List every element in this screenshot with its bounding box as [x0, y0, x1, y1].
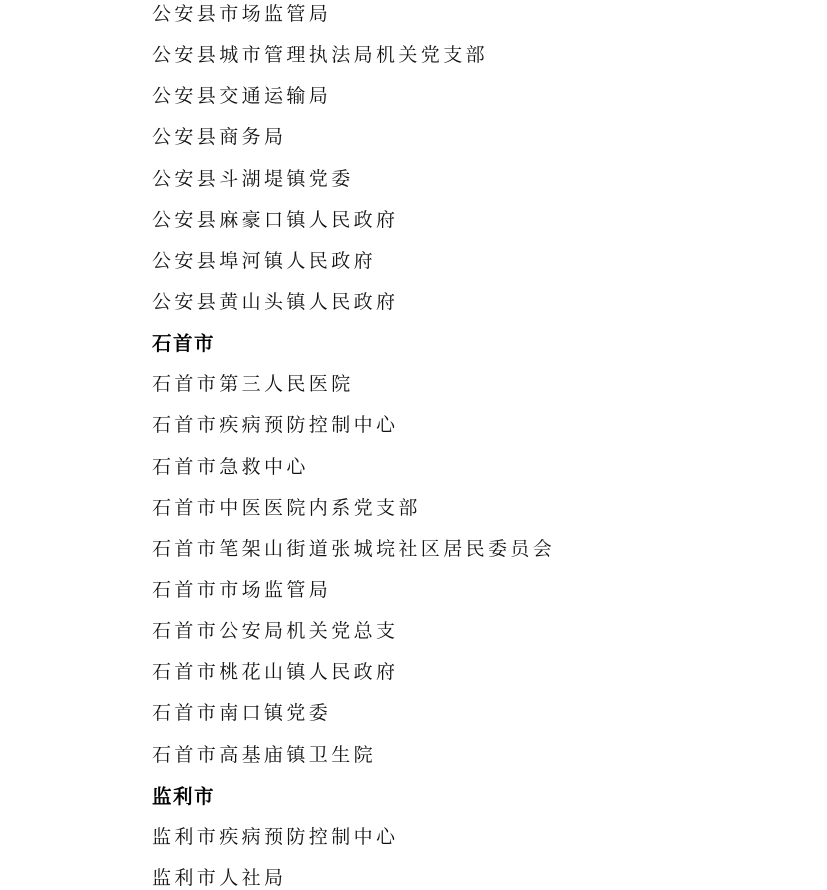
section-heading-shishou: 石首市: [152, 332, 216, 356]
list-item: 石首市桃花山镇人民政府: [152, 661, 399, 684]
list-item: 石首市南口镇党委: [152, 702, 332, 725]
list-item: 石首市公安局机关党总支: [152, 620, 399, 643]
list-item: 石首市疾病预防控制中心: [152, 414, 399, 437]
list-item: 石首市第三人民医院: [152, 373, 354, 396]
list-item: 石首市笔架山街道张城垸社区居民委员会: [152, 537, 556, 560]
list-item: 石首市市场监管局: [152, 578, 332, 601]
list-item: 监利市疾病预防控制中心: [152, 825, 399, 848]
section-heading-jianli: 监利市: [152, 784, 216, 808]
list-item: 公安县市场监管局: [152, 3, 332, 25]
list-item: 公安县斗湖堤镇党委: [152, 167, 354, 190]
organization-list: [152, 0, 555, 890]
list-item: 公安县交通运输局: [152, 85, 332, 108]
list-item: 公安县埠河镇人民政府: [152, 249, 377, 272]
list-item: 石首市中医医院内系党支部: [152, 496, 421, 519]
list-item: 公安县商务局: [152, 126, 287, 149]
list-item: 公安县麻豪口镇人民政府: [152, 208, 399, 231]
list-item: 石首市高基庙镇卫生院: [152, 743, 377, 766]
list-item: 公安县城市管理执法局机关党支部: [152, 44, 489, 67]
list-item: 监利市人社局: [152, 866, 287, 889]
list-item: 石首市急救中心: [152, 455, 309, 478]
list-item: 公安县黄山头镇人民政府: [152, 290, 399, 313]
